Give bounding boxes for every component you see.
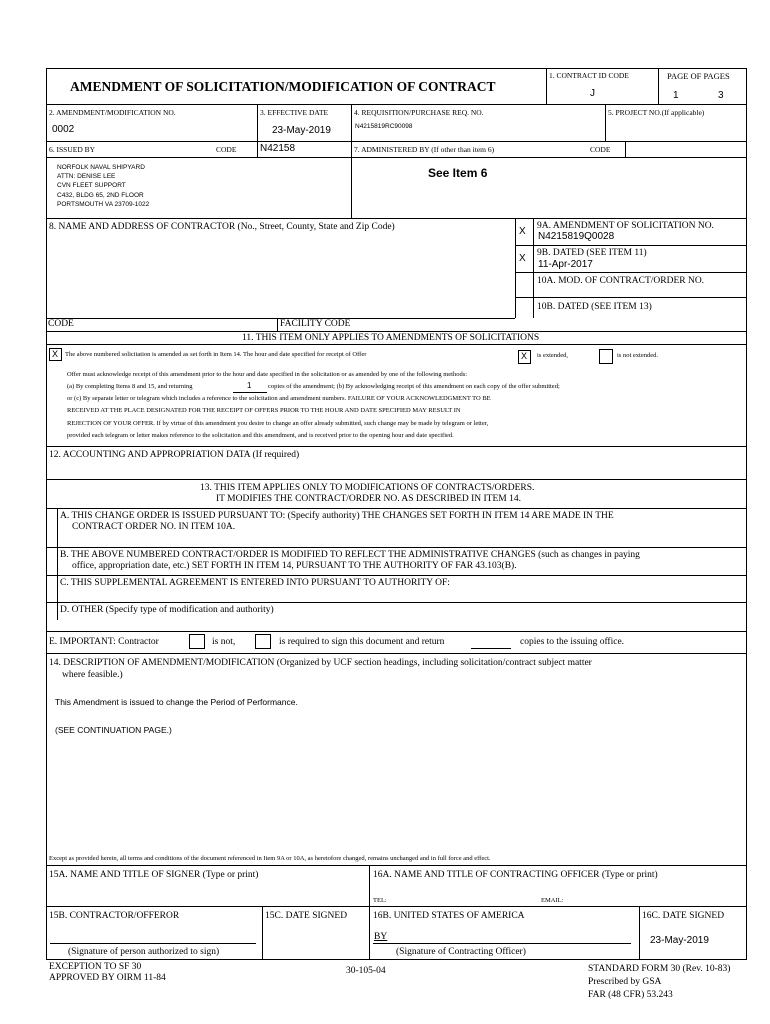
date-signed-16c-label: 16C. DATE SIGNED	[642, 911, 725, 921]
amended-text: The above numbered solicitation is amended as set forth in Item 14. The hour and date specified for receipt of Offer	[65, 351, 367, 358]
extended-label: is extended,	[537, 352, 569, 359]
dated-9b: 11-Apr-2017	[538, 259, 593, 270]
amendment-no-label: 2. AMENDMENT/MODIFICATION NO.	[49, 108, 176, 117]
item-13b-line2: office, appropriation date, etc.) SET FORTH IN ITEM 14, PURSUANT TO THE AUTHORITY OF FAR 43.103(B).	[72, 561, 517, 571]
item-13b-line1: B. THE ABOVE NUMBERED CONTRACT/ORDER IS MODIFIED TO REFLECT THE ADMINISTRATIVE CHANGES (such as changes in paying	[60, 550, 640, 560]
contractor-address-label: 8. NAME AND ADDRESS OF CONTRACTOR (No., Street, County, State and Zip Code)	[49, 222, 395, 232]
not-extended-checkbox[interactable]	[599, 349, 613, 364]
contract-id-code: J	[590, 88, 595, 99]
amendment-solicitation-label: 9A. AMENDMENT OF SOLICITATION NO.	[537, 221, 714, 231]
item-13-subheading: IT MODIFIES THE CONTRACT/ORDER NO. AS DESCRIBED IN ITEM 14.	[216, 494, 521, 504]
mark-9b: X	[519, 253, 526, 264]
project-no-label: 5. PROJECT NO.(If applicable)	[608, 108, 705, 117]
email-label: EMAIL:	[541, 897, 564, 904]
instructions-line: RECEIVED AT THE PLACE DESIGNATED FOR THE RECEIPT OF OFFERS PRIOR TO THE HOUR AND DATE SPECIFIED MAY RESULT IN	[67, 407, 461, 414]
dated-10b-label: 10B. DATED (SEE ITEM 13)	[537, 302, 652, 312]
issued-by-code-label: CODE	[216, 145, 237, 154]
requisition-label: 4. REQUISITION/PURCHASE REQ. NO.	[354, 108, 484, 117]
description-label: 14. DESCRIPTION OF AMENDMENT/MODIFICATION (Organized by UCF section headings, including solicitation/contract subject matter	[49, 658, 592, 668]
item-13-heading: 13. THIS ITEM APPLIES ONLY TO MODIFICATIONS OF CONTRACTS/ORDERS.	[200, 483, 535, 493]
important-label: E. IMPORTANT: Contractor	[49, 637, 159, 647]
is-not-label: is not,	[212, 637, 236, 647]
item-11-heading: 11. THIS ITEM ONLY APPLIES TO AMENDMENTS OF SOLICITATIONS	[242, 333, 540, 343]
is-required-checkbox[interactable]	[255, 634, 271, 649]
item-13a-line2: CONTRACT ORDER NO. IN ITEM 10A.	[72, 522, 236, 532]
administered-by-code-label: CODE	[590, 145, 611, 154]
mod-contract-label: 10A. MOD. OF CONTRACT/ORDER NO.	[537, 276, 705, 286]
signer-name-label: 15A. NAME AND TITLE OF SIGNER (Type or print)	[49, 870, 259, 880]
solicitation-amended-mark: X	[52, 349, 59, 359]
facility-code-label: FACILITY CODE	[280, 319, 351, 329]
amendment-solicitation-no: N4215819Q0028	[538, 231, 615, 242]
standard-form-label: STANDARD FORM 30 (Rev. 10-83)	[588, 964, 731, 974]
mark-9a: X	[519, 226, 526, 237]
date-signed-16c: 23-May-2019	[650, 935, 709, 946]
date-signed-15c-label: 15C. DATE SIGNED	[265, 911, 348, 921]
contractor-code-label: CODE	[48, 319, 74, 329]
address-line: PORTSMOUTH VA 23709-1022	[57, 200, 150, 208]
extended-mark: X	[521, 351, 528, 361]
page-count: 3	[718, 90, 724, 101]
address-line: CVN FLEET SUPPORT	[57, 182, 126, 190]
item-13d: D. OTHER (Specify type of modification and authority)	[60, 605, 274, 615]
address-line: ATTN: DENISE LEE	[57, 173, 116, 181]
item-13c: C. THIS SUPPLEMENTAL AGREEMENT IS ENTERED INTO PURSUANT TO AUTHORITY OF:	[60, 578, 450, 588]
contractor-offeror-label: 15B. CONTRACTOR/OFFEROR	[49, 911, 180, 921]
address-line: C432, BLDG 65, 2ND FLOOR	[57, 191, 144, 199]
requisition-no: N4215819RC90098	[355, 123, 413, 130]
issued-by-address	[57, 163, 149, 209]
address-line: NORFOLK NAVAL SHIPYARD	[57, 164, 145, 171]
form-number: 30-105-04	[346, 966, 386, 976]
effective-date: 23-May-2019	[272, 125, 331, 136]
page-number: 1	[673, 90, 679, 101]
dated-9b-label: 9B. DATED (SEE ITEM 11)	[537, 248, 647, 258]
copies-returned: 1	[247, 381, 252, 390]
not-extended-label: is not extended.	[617, 352, 658, 359]
is-required-label: is required to sign this document and return	[279, 637, 445, 647]
form-title: AMENDMENT OF SOLICITATION/MODIFICATION OF CONTRACT	[70, 79, 496, 94]
approved-note: APPROVED BY OIRM 11-84	[49, 973, 166, 983]
administered-by-label: 7. ADMINISTERED BY (If other than item 6)	[354, 145, 495, 154]
issued-by-label: 6. ISSUED BY	[49, 145, 96, 154]
copies-to-label: copies to the issuing office.	[520, 637, 625, 647]
terms-statement: Except as provided herein, all terms and conditions of the document referenced in Item 9A or 10A, as heretofore changed, remains unchanged and in full force and effect.	[49, 855, 491, 862]
accounting-data-label: 12. ACCOUNTING AND APPROPRIATION DATA (If required)	[49, 450, 300, 460]
instructions-line: REJECTION OF YOUR OFFER. If by virtue of this amendment you desire to change an offer already submitted, such change may be made by telegram or letter,	[67, 420, 489, 427]
issued-by-code: N42158	[260, 143, 296, 154]
instructions-line: provided each telegram or letter makes reference to the solicitation and this amendment, and is received prior to the opening hour and date specified.	[67, 432, 454, 439]
description-line: This Amendment is issued to change the Period of Performance.	[55, 697, 298, 707]
page-of-pages-label: PAGE OF PAGES	[667, 71, 730, 81]
effective-date-label: 3. EFFECTIVE DATE	[260, 108, 329, 117]
instructions-line: copies of the amendment; (b) By acknowledging receipt of this amendment on each copy of the offer submitted;	[268, 383, 560, 390]
united-states-label: 16B. UNITED STATES OF AMERICA	[373, 911, 525, 921]
contracting-officer-label: 16A. NAME AND TITLE OF CONTRACTING OFFICER (Type or print)	[373, 870, 658, 880]
prescribed-by-label: Prescribed by GSA	[588, 977, 662, 987]
instructions-line: or (c) By separate letter or telegram which includes a reference to the solicitation and amendment numbers. FAILURE OF YOUR ACKNOWLEDGMENT TO BE	[67, 395, 491, 402]
far-label: FAR (48 CFR) 53.243	[588, 990, 673, 1000]
instructions-line: (a) By completing Items 8 and 15, and returning	[67, 383, 193, 390]
administered-by-value: See Item 6	[428, 166, 488, 180]
by-label: BY	[374, 932, 388, 942]
officer-signature-caption: (Signature of Contracting Officer)	[396, 947, 526, 957]
contract-id-code-label: 1. CONTRACT ID CODE	[549, 71, 629, 80]
exception-note: EXCEPTION TO SF 30	[49, 962, 142, 972]
amendment-no: 0002	[52, 124, 75, 135]
item-13a-line1: A. THIS CHANGE ORDER IS ISSUED PURSUANT TO: (Specify authority) THE CHANGES SET FORTH IN ITEM 14 ARE MADE IN THE	[60, 511, 614, 521]
contractor-signature-caption: (Signature of person authorized to sign)	[68, 947, 220, 957]
description-label-cont: where feasible.)	[62, 670, 123, 680]
is-not-checkbox[interactable]	[189, 634, 205, 649]
instructions-line: Offer must acknowledge receipt of this amendment prior to the hour and date specified in the solicitation or as amended by one of the following methods:	[67, 371, 468, 378]
tel-label: TEL:	[373, 897, 387, 904]
see-continuation: (SEE CONTINUATION PAGE.)	[55, 725, 172, 735]
